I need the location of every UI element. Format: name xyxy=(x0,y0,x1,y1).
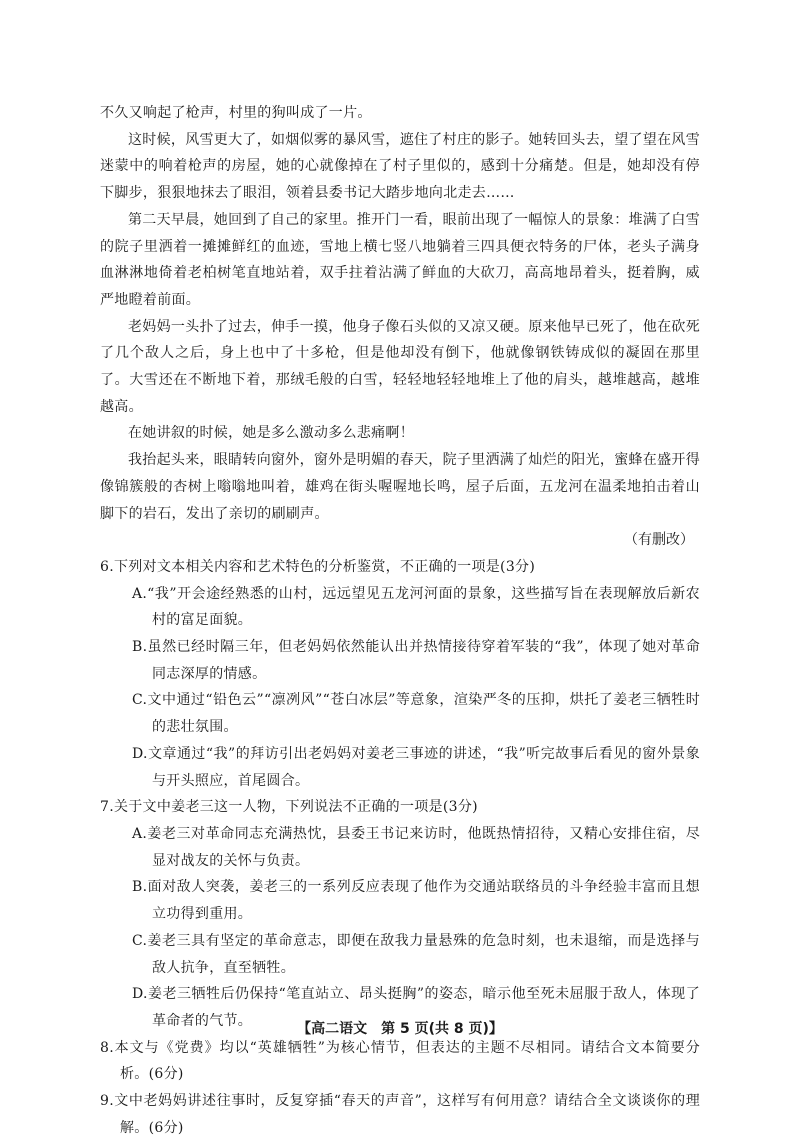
question-stem: 8.本文与《党费》均以“英雄牺牲”为核心情节，但表达的主题不尽相同。请结合文本简要分析。(6分) xyxy=(100,1039,700,1083)
passage-paragraph: 这时候，风雪更大了，如烟似雾的暴风雪，遮住了村庄的影子。她转回头去，望了望在风雪迷蒙中的响着枪声的房屋，她的心就像掉在了村子里似的，感到十分痛楚。但是，她却没有停下脚步，狠狠地抹去了眼泪，领着县委书记大踏步地向北走去…… xyxy=(100,131,700,202)
abridged-note: （有删改） xyxy=(624,532,694,549)
question-stem: 6.下列对文本相关内容和艺术特色的分析鉴赏，不正确的一项是(3分) xyxy=(100,558,536,575)
question-stem: 7.关于文中姜老三这一人物，下列说法不正确的一项是(3分) xyxy=(100,799,478,816)
question-list xyxy=(100,554,700,1141)
question-stem: 9.文中老妈妈讲述往事时，反复穿插“春天的声音”，这样写有何用意？请结合全文谈谈你的理解。(6分) xyxy=(100,1093,700,1136)
option-c: C.文中通过“铅色云”“凛冽风”“苍白冰层”等意象，渲染严冬的压抑，烘托了姜老三牺牲时的悲壮氛围。 xyxy=(132,692,700,736)
passage-paragraph: 在她讲叙的时候，她是多么激动多么悲痛啊！ xyxy=(128,425,414,442)
option-a: A.姜老三对革命同志充满热忱，县委王书记来访时，他既热情招待，又精心安排住宿，尽显对战友的关怀与负责。 xyxy=(132,825,700,869)
option-d: D.姜老三牺牲后仍保持“笔直站立、昂头挺胸”的姿态，暗示他至死未屈服于敌人，体现了革命者的气节。 xyxy=(132,986,700,1029)
option-b: B.虽然已经时隔三年，但老妈妈依然能认出并热情接待穿着军装的“我”，体现了她对革命同志深厚的情感。 xyxy=(132,639,700,682)
passage-paragraph: 我抬起头来，眼睛转向窗外，窗外是明媚的春天，院子里洒满了灿烂的阳光，蜜蜂在盛开得像锦簇般的杏树上嗡嗡地叫着，雄鸡在街头喔喔地长鸣，屋子后面，五龙河在温柔地拍击着山脚下的岩石，发出了亲切的刷刷声。 xyxy=(100,452,700,522)
option-a: A.“我”开会途经熟悉的山村，远远望见五龙河河面的景象，这些描写旨在表现解放后新农村的富足面貌。 xyxy=(132,585,700,629)
option-c: C.姜老三具有坚定的革命意志，即便在敌我力量悬殊的危急时刻，也未退缩，而是选择与敌人抗争，直至牺牲。 xyxy=(132,932,700,976)
option-d: D.文章通过“我”的拜访引出老妈妈对姜老三事迹的讲述，“我”听完故事后看见的窗外景象与开头照应，首尾圆合。 xyxy=(132,745,700,789)
question-9 xyxy=(100,1088,700,1141)
question-8 xyxy=(100,1035,700,1088)
question-7 xyxy=(100,794,700,1034)
reading-passage xyxy=(100,100,700,527)
question-6 xyxy=(100,554,700,794)
passage-paragraph: 老妈妈一头扑了过去，伸手一摸，他身子像石头似的又凉又硬。原来他早已死了，他在砍死了几个敌人之后，身上也中了十多枪，但是他却没有倒下，他就像钢铁铸成似的凝固在那里了。大雪还在不断地下着，那绒毛般的白雪，轻轻地轻轻地堆上了他的肩头，越堆越高，越堆越高。 xyxy=(100,318,700,415)
passage-paragraph: 不久又响起了枪声，村里的狗叫成了一片。 xyxy=(100,105,372,121)
passage-paragraph: 第二天早晨，她回到了自己的家里。推开门一看，眼前出现了一幅惊人的景象：堆满了白雪的院子里洒着一摊摊鲜红的血迹，雪地上横七竖八地躺着三四具便衣特务的尸体，老头子满身血淋淋地倚着老柏树笔直地站着，双手拄着沾满了鲜血的大砍刀，高高地昂着头，挺着胸，威严地瞪着前面。 xyxy=(100,211,700,308)
option-b: B.面对敌人突袭，姜老三的一系列反应表现了他作为交通站联络员的斗争经验丰富而且想立功得到重用。 xyxy=(132,879,700,923)
page-footer: 【高二语文 第 5 页(共 8 页)】 xyxy=(297,1021,503,1037)
